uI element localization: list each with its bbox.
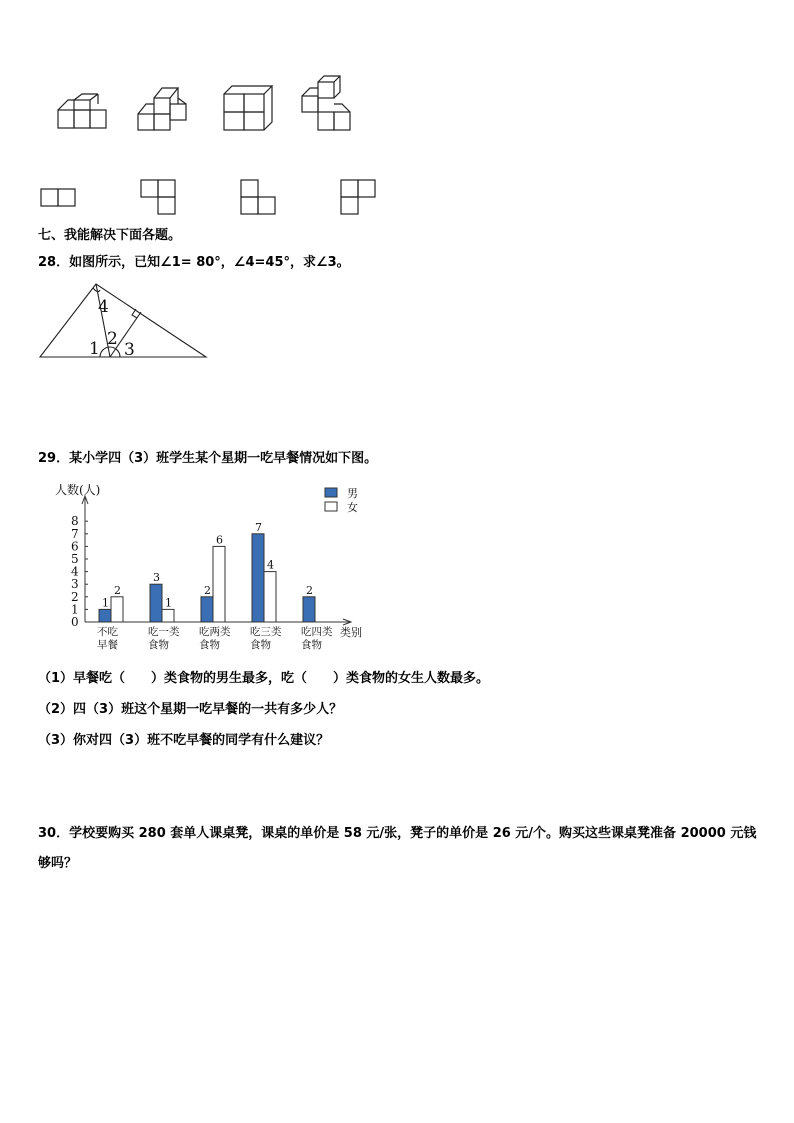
cube-figure-a xyxy=(58,94,106,128)
breakfast-bar-chart xyxy=(45,480,385,655)
angle-label-1: 1 xyxy=(89,339,100,359)
data-label: 1 xyxy=(165,596,172,610)
category-label: 吃四类 xyxy=(301,626,333,638)
category-label: 食物 xyxy=(199,639,220,651)
y-tick-label: 8 xyxy=(71,514,79,529)
bar xyxy=(201,597,213,622)
bar xyxy=(111,597,123,622)
cube-figures xyxy=(40,70,380,140)
legend-label: 男 xyxy=(347,487,358,500)
y-axis-label: 人数(人) xyxy=(55,483,101,497)
cube-figure-b xyxy=(138,88,186,130)
question-30-line1: 30．学校要购买 280 套单人课桌凳，课桌的单价是 58 元/张，凳子的单价是 26 元/个。购买这些课桌凳准备 20000 元钱 xyxy=(38,826,757,841)
data-label: 2 xyxy=(204,583,211,597)
data-label: 2 xyxy=(114,583,121,597)
data-label: 3 xyxy=(153,571,160,585)
y-tick-label: 6 xyxy=(71,539,79,554)
bar xyxy=(99,609,111,622)
y-tick-label: 0 xyxy=(71,615,79,629)
view-shape-d xyxy=(341,180,375,214)
category-label: 吃三类 xyxy=(250,626,282,638)
bar xyxy=(252,534,264,622)
data-label: 1 xyxy=(102,596,109,610)
data-label: 7 xyxy=(255,520,262,534)
y-tick-label: 3 xyxy=(71,577,79,592)
category-label: 食物 xyxy=(148,639,169,651)
angle-label-2: 2 xyxy=(107,329,118,349)
question-29-sub2: （2）四（3）班这个星期一吃早餐的一共有多少人？ xyxy=(38,702,343,717)
view-shape-b xyxy=(141,180,175,214)
triangle-figure xyxy=(38,282,213,362)
angle-label-3: 3 xyxy=(124,340,135,360)
category-label: 食物 xyxy=(250,639,271,651)
question-29-sub1: （1）早餐吃（ ）类食物的男生最多，吃（ ）类食物的女生人数最多。 xyxy=(38,671,490,686)
y-tick-label: 2 xyxy=(71,589,79,604)
data-label: 6 xyxy=(216,533,223,547)
view-shapes xyxy=(38,178,383,220)
legend-label: 女 xyxy=(347,501,358,514)
cube-figure-d xyxy=(302,76,350,130)
bar xyxy=(264,572,276,622)
legend-swatch xyxy=(325,502,337,511)
question-29-sub3: （3）你对四（3）班不吃早餐的同学有什么建议？ xyxy=(38,733,330,748)
bar xyxy=(303,597,315,622)
y-tick-label: 5 xyxy=(71,552,79,566)
y-tick-label: 4 xyxy=(71,564,79,579)
angle-label-4: 4 xyxy=(98,297,109,317)
view-shape-c xyxy=(241,180,275,214)
question-29-text: 29．某小学四（3）班学生某个星期一吃早餐情况如下图。 xyxy=(38,451,378,466)
y-tick-label: 1 xyxy=(71,602,79,617)
legend-swatch xyxy=(325,488,337,497)
view-shape-a xyxy=(41,189,75,206)
bar xyxy=(213,546,225,622)
data-label: 2 xyxy=(306,583,313,597)
y-tick-label: 7 xyxy=(71,526,79,541)
category-label: 吃一类 xyxy=(148,626,180,638)
category-label: 不吃 xyxy=(97,626,118,638)
question-30-line2: 够吗？ xyxy=(38,856,78,871)
category-label: 吃两类 xyxy=(199,626,231,638)
category-label: 早餐 xyxy=(97,639,118,651)
category-label: 食物 xyxy=(301,639,322,651)
cube-figure-c xyxy=(224,86,272,130)
triangle-outline xyxy=(40,284,206,357)
question-28-text: 28．如图所示，已知∠1= 80°，∠4=45°，求∠3。 xyxy=(38,255,350,270)
x-axis-label: 类别 xyxy=(340,626,362,639)
section-heading: 七、我能解决下面各题。 xyxy=(38,228,182,243)
bar xyxy=(162,609,174,622)
data-label: 4 xyxy=(267,558,274,572)
bar xyxy=(150,584,162,622)
